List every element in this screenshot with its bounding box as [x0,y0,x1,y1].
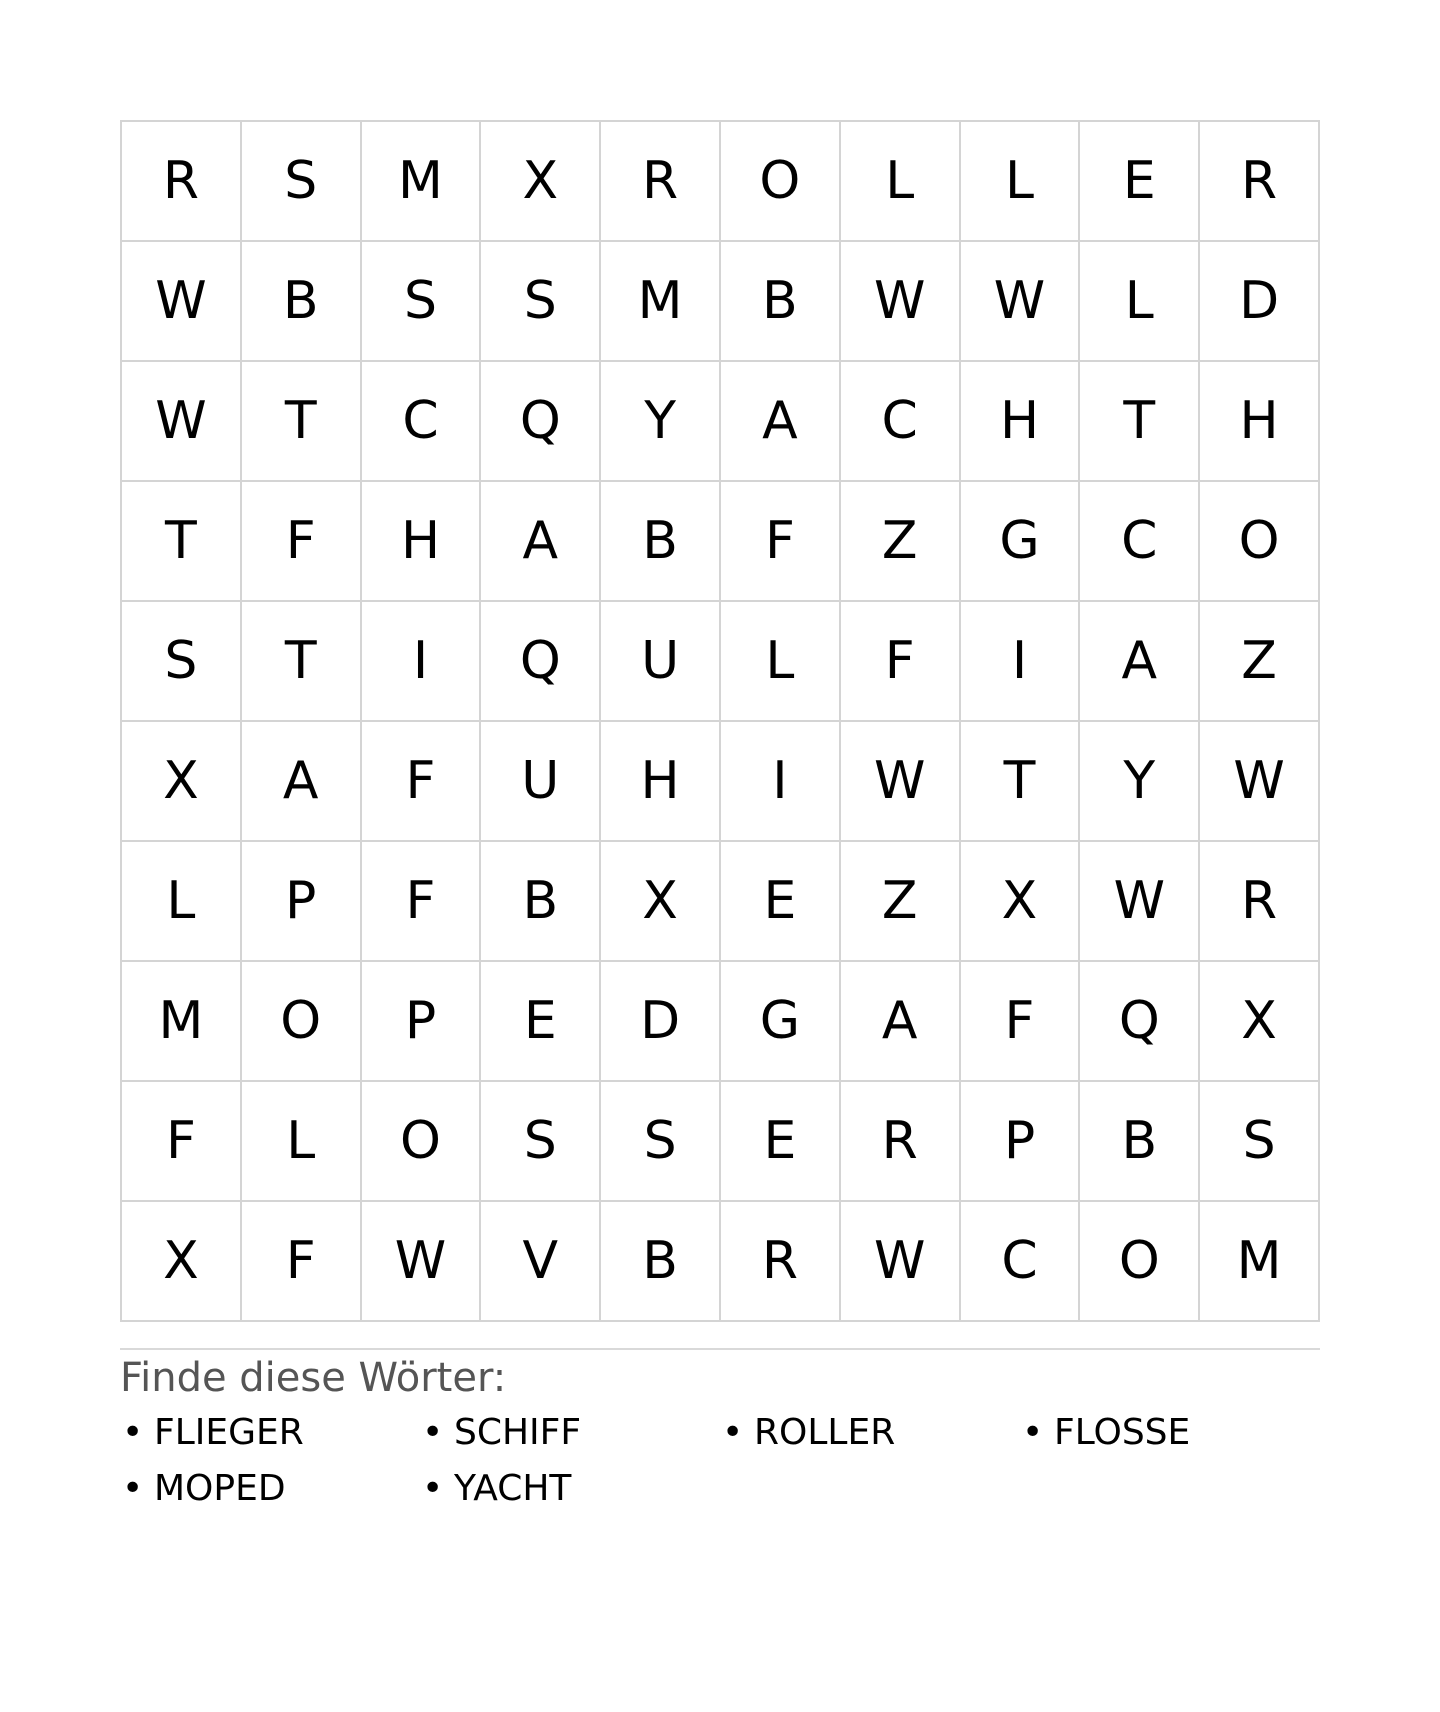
grid-cell[interactable]: B [721,242,841,362]
grid-cell[interactable]: R [601,122,721,242]
grid-cell[interactable]: Z [841,842,961,962]
grid-cell[interactable]: M [601,242,721,362]
grid-cell[interactable]: B [601,482,721,602]
grid-cell[interactable]: R [841,1082,961,1202]
grid-cell[interactable]: T [122,482,242,602]
word-list [120,1410,1320,1512]
word-label: FLOSSE [1054,1412,1191,1453]
grid-cell[interactable]: G [721,962,841,1082]
word-list-item [420,1466,720,1512]
word-list-item [720,1410,1020,1456]
grid-cell[interactable]: X [481,122,601,242]
grid-cell[interactable]: I [721,722,841,842]
word-list-item [420,1410,720,1456]
grid-cell[interactable]: D [601,962,721,1082]
grid-cell[interactable]: M [362,122,482,242]
grid-cell[interactable]: Q [481,362,601,482]
grid-cell[interactable]: X [122,722,242,842]
bullet-icon: • [422,1412,444,1453]
grid-cell[interactable]: O [242,962,362,1082]
grid-cell[interactable]: A [1080,602,1200,722]
divider [120,1348,1320,1350]
grid-cell[interactable]: W [841,1202,961,1322]
grid-cell[interactable]: P [362,962,482,1082]
grid-cell[interactable]: X [601,842,721,962]
grid-cell[interactable]: A [721,362,841,482]
grid-cell[interactable]: A [242,722,362,842]
grid-cell[interactable]: F [242,482,362,602]
grid-cell[interactable]: E [481,962,601,1082]
grid-cell[interactable]: Z [841,482,961,602]
word-list-item [1020,1410,1320,1456]
grid-cell[interactable]: L [721,602,841,722]
bullet-icon: • [722,1412,744,1453]
grid-cell[interactable]: F [961,962,1081,1082]
word-list-item [120,1466,420,1512]
grid-cell[interactable]: T [242,602,362,722]
grid-cell[interactable]: G [961,482,1081,602]
grid-cell[interactable]: L [1080,242,1200,362]
grid-cell[interactable]: B [1080,1082,1200,1202]
grid-cell[interactable]: R [1200,842,1320,962]
grid-cell[interactable]: F [242,1202,362,1322]
grid-cell[interactable]: F [122,1082,242,1202]
grid-cell[interactable]: W [122,242,242,362]
grid-cell[interactable]: O [1200,482,1320,602]
grid-cell[interactable]: I [961,602,1081,722]
grid-cell[interactable]: C [961,1202,1081,1322]
grid-cell[interactable]: Q [481,602,601,722]
grid-cell[interactable]: T [1080,362,1200,482]
word-label: MOPED [154,1468,286,1509]
grid-cell[interactable]: W [362,1202,482,1322]
grid-cell[interactable]: O [1080,1202,1200,1322]
grid-cell[interactable]: M [122,962,242,1082]
grid-cell[interactable]: H [961,362,1081,482]
grid-cell[interactable]: S [481,1082,601,1202]
grid-cell[interactable]: F [841,602,961,722]
grid-cell[interactable]: R [1200,122,1320,242]
grid-cell[interactable]: C [1080,482,1200,602]
grid-cell[interactable]: C [362,362,482,482]
word-list-title: Finde diese Wörter: [120,1355,507,1401]
grid-cell[interactable]: V [481,1202,601,1322]
bullet-icon: • [422,1468,444,1509]
grid-cell[interactable]: C [841,362,961,482]
grid-cell[interactable]: S [242,122,362,242]
grid-cell[interactable]: L [122,842,242,962]
grid-cell[interactable]: T [242,362,362,482]
grid-cell[interactable]: F [721,482,841,602]
word-label: YACHT [454,1468,572,1509]
grid-cell[interactable]: Q [1080,962,1200,1082]
grid-cell[interactable]: W [1200,722,1320,842]
grid-cell[interactable]: S [601,1082,721,1202]
grid-cell[interactable]: F [362,842,482,962]
word-label: ROLLER [754,1412,896,1453]
bullet-icon: • [1022,1412,1044,1453]
grid-cell[interactable]: H [362,482,482,602]
grid-cell[interactable]: L [841,122,961,242]
word-list-item [120,1410,420,1456]
grid-cell[interactable]: B [242,242,362,362]
grid-cell[interactable]: O [721,122,841,242]
grid-cell[interactable]: W [841,242,961,362]
grid-cell[interactable]: D [1200,242,1320,362]
grid-cell[interactable]: H [601,722,721,842]
grid-cell[interactable]: E [721,842,841,962]
grid-cell[interactable]: S [362,242,482,362]
grid-cell[interactable]: Z [1200,602,1320,722]
grid-cell[interactable]: W [841,722,961,842]
grid-cell[interactable]: O [362,1082,482,1202]
grid-cell[interactable]: M [1200,1202,1320,1322]
grid-cell[interactable]: B [601,1202,721,1322]
word-label: FLIEGER [154,1412,304,1453]
grid-cell[interactable]: S [1200,1082,1320,1202]
grid-cell[interactable]: X [122,1202,242,1322]
grid-cell[interactable]: P [961,1082,1081,1202]
grid-cell[interactable]: F [362,722,482,842]
grid-cell[interactable]: Y [1080,722,1200,842]
grid-cell[interactable]: S [481,242,601,362]
grid-cell[interactable]: Y [601,362,721,482]
grid-cell[interactable]: X [1200,962,1320,1082]
grid-cell[interactable]: S [122,602,242,722]
grid-cell[interactable]: P [242,842,362,962]
word-search-grid [120,120,1320,1322]
grid-cell[interactable]: X [961,842,1081,962]
grid-cell[interactable]: U [481,722,601,842]
grid-cell[interactable]: H [1200,362,1320,482]
grid-cell[interactable]: W [1080,842,1200,962]
grid-cell[interactable]: A [481,482,601,602]
grid-cell[interactable]: B [481,842,601,962]
grid-cell[interactable]: A [841,962,961,1082]
word-label: SCHIFF [454,1412,582,1453]
grid-cell[interactable]: L [242,1082,362,1202]
grid-cell[interactable]: E [721,1082,841,1202]
bullet-icon: • [122,1412,144,1453]
grid-cell[interactable]: R [122,122,242,242]
grid-cell[interactable]: R [721,1202,841,1322]
grid-cell[interactable]: T [961,722,1081,842]
grid-cell[interactable]: I [362,602,482,722]
grid-cell[interactable]: W [961,242,1081,362]
bullet-icon: • [122,1468,144,1509]
grid-cell[interactable]: W [122,362,242,482]
grid-cell[interactable]: L [961,122,1081,242]
grid-cell[interactable]: U [601,602,721,722]
grid-cell[interactable]: E [1080,122,1200,242]
